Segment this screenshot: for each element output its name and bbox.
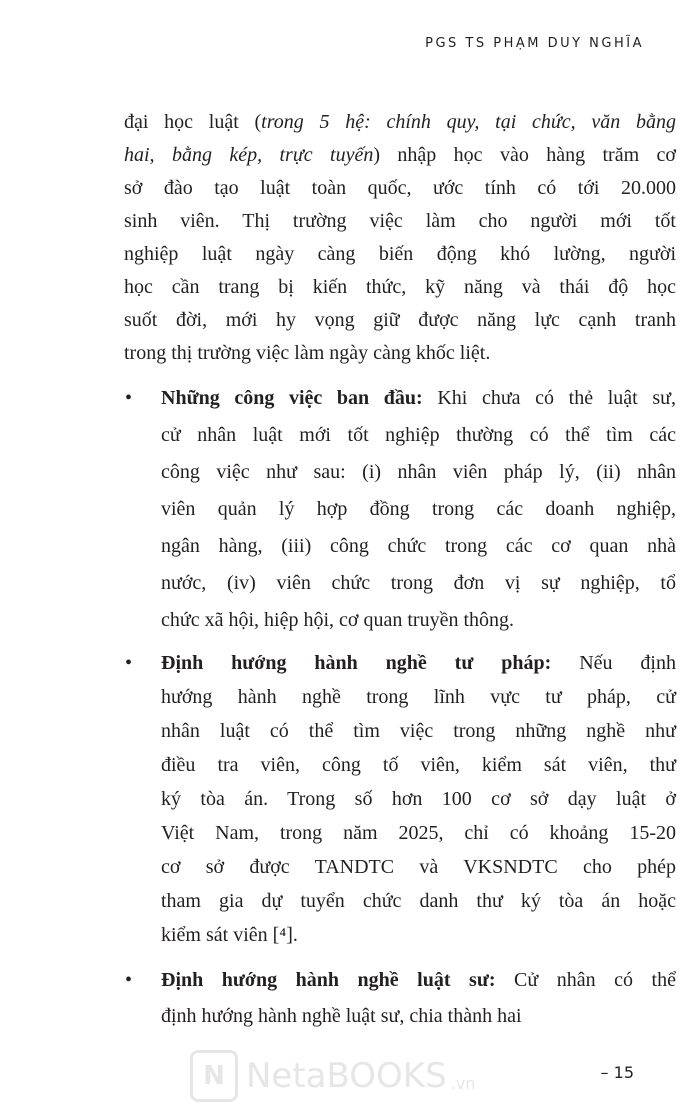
text-run: cử nhân luật mới tốt nghiệp thường có thể tìm các xyxy=(161,424,676,446)
text-run: tham gia dự tuyển chức danh thư ký tòa án hoặc xyxy=(161,890,676,912)
text-line xyxy=(161,380,676,417)
text-line xyxy=(124,304,676,337)
bullet-icon: • xyxy=(125,387,133,409)
text-run: đại học luật ( xyxy=(124,111,262,133)
watermark-text: NetaBOOKS xyxy=(246,1056,447,1096)
text-line xyxy=(161,884,676,918)
text-line xyxy=(124,271,676,304)
text-run: Nếu định xyxy=(551,652,676,674)
bold-heading: Định hướng hành nghề luật sư: xyxy=(161,969,496,991)
text-line xyxy=(124,238,676,271)
italic-text: trong 5 hệ: chính quy, tại chức, văn bằng xyxy=(261,111,676,133)
text-run: điều tra viên, công tố viên, kiểm sát viên, thư xyxy=(161,754,676,776)
text-run: chức xã hội, hiệp hội, cơ quan truyền thông. xyxy=(161,609,514,631)
text-run: cơ sở được TANDTC và VKSNDTC cho phép xyxy=(161,856,676,878)
text-line xyxy=(161,565,676,602)
text-run: suốt đời, mới hy vọng giữ được năng lực cạnh tranh xyxy=(124,309,676,331)
text-run: sở đào tạo luật toàn quốc, ước tính có tới 20.000 xyxy=(124,177,676,199)
bullet-icon: • xyxy=(125,652,133,674)
text-line xyxy=(124,172,676,205)
intro-paragraph xyxy=(124,106,676,370)
watermark-logo xyxy=(190,1050,475,1102)
italic-text: hai, bằng kép, trực tuyến xyxy=(124,144,374,166)
text-line xyxy=(161,602,676,639)
text-line xyxy=(124,139,676,172)
text-line xyxy=(161,782,676,816)
page-number: – 15 xyxy=(600,1063,634,1082)
text-run: học cần trang bị kiến thức, kỹ năng và thái độ học xyxy=(124,276,676,298)
text-line xyxy=(161,962,676,998)
text-run: công việc như sau: (i) nhân viên pháp lý, (ii) nhân xyxy=(161,461,676,483)
text-run: nghiệp luật ngày càng biến động khó lường, người xyxy=(124,243,676,265)
text-line xyxy=(161,998,676,1034)
bold-heading: Những công việc ban đầu: xyxy=(161,387,423,409)
bullet-item xyxy=(125,380,676,639)
text-line xyxy=(161,680,676,714)
bullet-item xyxy=(125,646,676,952)
text-run: Khi chưa có thẻ luật sư, xyxy=(422,387,676,409)
text-run: ) nhập học vào hàng trăm cơ xyxy=(373,144,676,166)
text-run: ngân hàng, (iii) công chức trong các cơ quan nhà xyxy=(161,535,676,557)
text-run: trong thị trường việc làm ngày càng khốc liệt. xyxy=(124,342,491,364)
text-line xyxy=(161,646,676,680)
text-run: nước, (iv) viên chức trong đơn vị sự nghiệp, tổ xyxy=(161,572,676,594)
text-run: viên quản lý hợp đồng trong các doanh nghiệp, xyxy=(161,498,676,520)
text-line xyxy=(161,748,676,782)
text-run: sinh viên. Thị trường việc làm cho người mới tốt xyxy=(124,210,676,232)
text-line xyxy=(161,417,676,454)
text-run: định hướng hành nghề luật sư, chia thành hai xyxy=(161,1005,522,1027)
text-line xyxy=(124,106,676,139)
running-header: PGS TS PHẠM DUY NGHĨA xyxy=(425,36,644,51)
text-run: hướng hành nghề trong lĩnh vực tư pháp, cử xyxy=(161,686,676,708)
bullet-icon: • xyxy=(125,969,133,991)
watermark-suffix: .vn xyxy=(450,1073,476,1093)
text-run: kiểm sát viên [⁴]. xyxy=(161,924,298,946)
netabooks-logo-icon: N xyxy=(190,1050,238,1102)
text-line xyxy=(161,454,676,491)
text-run: nhân luật có thể tìm việc trong những nghề như xyxy=(161,720,676,742)
bullet-item xyxy=(125,962,676,1034)
text-line xyxy=(161,918,676,952)
bold-heading: Định hướng hành nghề tư pháp: xyxy=(161,652,552,674)
text-run: ký tòa án. Trong số hơn 100 cơ sở dạy luật ở xyxy=(161,788,676,810)
text-run: Việt Nam, trong năm 2025, chỉ có khoảng 15-20 xyxy=(161,822,676,844)
text-line xyxy=(161,850,676,884)
text-run: Cử nhân có thể xyxy=(495,969,676,991)
text-line xyxy=(161,816,676,850)
text-line xyxy=(124,205,676,238)
text-line xyxy=(161,528,676,565)
text-line xyxy=(161,491,676,528)
text-line xyxy=(161,714,676,748)
text-line xyxy=(124,337,676,370)
